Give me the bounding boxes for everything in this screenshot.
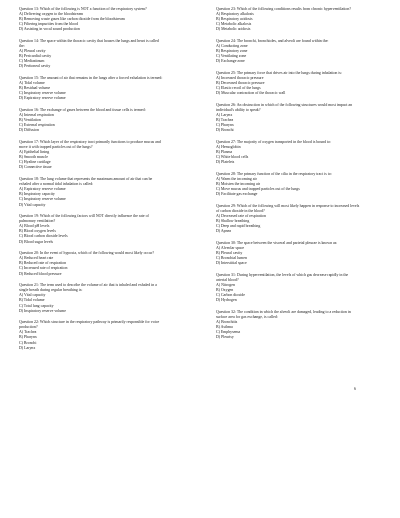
answer-option: C) Move mucus and trapped particles out of the lungs [216, 187, 300, 192]
question-16 [19, 108, 163, 133]
answer-option: D) Peritoneal cavity [19, 64, 51, 69]
answer-option: B) Asthma [216, 325, 233, 330]
answer-option: C) External respiration [19, 123, 55, 128]
question-stem: Question 25: The primary force that drives air into the lungs during inhalation is: [216, 70, 343, 75]
answer-option: C) Blood carbon dioxide levels [19, 234, 68, 239]
answer-option: C) Total lung capacity [19, 303, 54, 308]
question-stem: Question 32: The condition in which the alveoli are damaged, leading to a reduction in surface area for gas exchange, is called: [216, 310, 351, 320]
question-stem: Question 16: The exchange of gases between the blood and tissue cells is termed: [19, 108, 146, 112]
question-stem: Question 20: In the event of hypoxia, which of the following would most likely occur? [19, 251, 154, 256]
question-stem: Question 30: The space between the visceral and parietal pleurae is known as: [216, 240, 338, 245]
question-32 [216, 310, 360, 341]
question-stem: Question 27: The majority of oxygen transported in the blood is bound to: [216, 139, 332, 144]
answer-option: B) Blood oxygen levels [19, 229, 56, 234]
answer-option: A) Tidal volume [19, 81, 45, 86]
right-column [216, 7, 360, 347]
answer-option: D) Blood sugar levels [19, 239, 54, 244]
answer-option: D) Muscular contraction of the thoracic wall [216, 91, 286, 96]
answer-option: D) Pleurisy [216, 335, 234, 340]
question-stem: Question 23: Which of the following conditions results from chronic hyperventilation? [216, 7, 351, 11]
question-stem: Question 19: Which of the following factors will NOT directly influence the rate of pulmonary ventilation? [19, 214, 149, 224]
answer-option: C) Ventilating zone [216, 54, 247, 59]
question-stem: Question 26: An obstruction in which of the following structures would most impact an individual's ability to speak? [216, 102, 353, 112]
answer-option: B) Moisten the incoming air [216, 182, 261, 187]
answer-option: C) Filtering impurities from the blood [19, 22, 79, 27]
answer-option: B) Pericardial cavity [19, 54, 52, 59]
question-13 [19, 7, 163, 32]
answer-option: D) Connective tissue [19, 165, 52, 170]
question-stem: Question 17: Which layer of the respiratory tract primarily functions to produce mucus and move it with trapped particles out of the lungs? [19, 139, 161, 150]
question-stem: Question 15: The amount of air that remains in the lungs after a forced exhalation is termed: [19, 76, 163, 81]
answer-option: D) Larynx [19, 345, 36, 350]
answer-option: A) Trachea [19, 330, 37, 335]
answer-option: A) Decreased rate of respiration [216, 214, 266, 219]
question-27 [216, 140, 360, 165]
answer-option: A) Alveolar space [216, 246, 245, 251]
answer-option: A) Nitrogen [216, 283, 235, 288]
answer-option: B) Smooth muscle [19, 155, 48, 160]
left-column [19, 7, 163, 357]
answer-option: B) Ventilation [19, 118, 41, 123]
question-26 [216, 103, 360, 134]
answer-option: B) Removing waste gases like carbon dioxide from the bloodstream [19, 17, 125, 22]
answer-option: D) Platelets [216, 160, 235, 165]
answer-option: A) Delivering oxygen to the bloodstream [19, 12, 84, 17]
question-28 [216, 172, 360, 197]
question-14 [19, 39, 163, 70]
answer-option: B) Pleural cavity [216, 251, 243, 256]
answer-option: C) Inspiratory reserve volume [19, 91, 66, 96]
answer-option: B) Plasma [216, 150, 233, 155]
answer-option: A) Internal respiration [19, 113, 54, 118]
page-number: 6 [354, 386, 356, 391]
answer-option: C) Metabolic alkalosis [216, 22, 252, 27]
answer-option: A) Increased thoracic pressure [216, 76, 264, 81]
question-15 [19, 76, 163, 101]
question-21 [19, 283, 163, 314]
question-stem: Question 31: During hyperventilation, the levels of which gas decrease rapidly in the arterial blood? [216, 272, 349, 283]
question-23 [216, 7, 360, 32]
answer-option: D) Expiratory reserve volume [19, 96, 66, 101]
answer-option: C) Bronchial lumen [216, 256, 247, 261]
answer-option: C) Bronchi [19, 340, 37, 345]
question-20 [19, 251, 163, 276]
question-31 [216, 273, 360, 304]
answer-option: A) Reduced heart rate [19, 256, 54, 261]
answer-option: C) Inspiratory reserve volume [19, 197, 66, 202]
answer-option: A) Warm the incoming air [216, 177, 257, 182]
question-19 [19, 214, 163, 245]
question-30 [216, 241, 360, 266]
question-17 [19, 140, 163, 171]
answer-option: A) Blood pH levels [19, 224, 50, 229]
answer-option: C) Increased rate of respiration [19, 266, 68, 271]
question-24 [216, 39, 360, 64]
answer-option: C) Elastic recoil of the lungs [216, 86, 261, 91]
answer-option: A) Pleural cavity [19, 49, 46, 54]
answer-option: D) Inspiratory reserve volume [19, 308, 66, 313]
question-25 [216, 71, 360, 96]
answer-option: B) Reduced rate of respiration [19, 261, 67, 266]
answer-option: C) Hyaline cartilage [19, 160, 51, 165]
answer-option: B) Shallow breathing [216, 219, 250, 224]
answer-option: B) Respiratory zone [216, 49, 248, 54]
answer-option: D) Facilitate gas exchange [216, 192, 258, 197]
answer-option: B) Residual volume [19, 86, 51, 91]
answer-option: B) Trachea [216, 118, 234, 123]
answer-option: B) Respiratory acidosis [216, 17, 253, 22]
answer-option: D) Exchange zone [216, 59, 245, 64]
answer-option: A) Epithelial lining [19, 150, 50, 155]
answer-option: A) Conducting zone [216, 44, 248, 49]
answer-option: B) Oxygen [216, 288, 234, 293]
question-stem: Question 28: The primary function of the cilia in the respiratory tract is to: [216, 171, 332, 176]
answer-option: C) Carbon dioxide [216, 293, 245, 298]
answer-option: B) Decreased thoracic pressure [216, 81, 265, 86]
question-18 [19, 177, 163, 208]
answer-option: A) Vital capacity [19, 293, 46, 298]
answer-option: D) Bronchi [216, 128, 234, 133]
answer-option: D) Diffusion [19, 128, 39, 133]
answer-option: A) Bronchitis [216, 320, 238, 325]
answer-option: C) Mediastinum [19, 59, 45, 64]
answer-option: D) Interstitial space [216, 261, 247, 266]
answer-option: D) Assisting in vocal sound production [19, 27, 80, 32]
question-29 [216, 204, 360, 235]
answer-option: A) Respiratory alkalosis [216, 12, 254, 17]
question-22 [19, 320, 163, 351]
question-stem: Question 24: The bronchi, bronchioles, and alveoli are found within the: [216, 38, 329, 43]
answer-option: A) Expiratory reserve volume [19, 187, 66, 192]
answer-option: C) Pharynx [216, 123, 234, 128]
question-stem: Question 14: The space within the thoracic cavity that houses the lungs and heart is called the: [19, 38, 159, 49]
answer-option: C) Deep and rapid breathing [216, 224, 261, 229]
answer-option: D) Metabolic acidosis [216, 27, 251, 32]
answer-option: D) Reduced blood pressure [19, 271, 62, 276]
answer-option: A) Hemoglobin [216, 145, 241, 150]
answer-option: B) Inspiratory capacity [19, 192, 55, 197]
answer-option: C) White blood cells [216, 155, 249, 160]
question-stem: Question 18: The lung volume that represents the maximum amount of air that can be exhaled after a normal tidal inhalation is called: [19, 177, 153, 187]
question-stem: Question 22: Which structure in the respiratory pathway is primarily responsible for voice production? [19, 320, 160, 330]
question-stem: Question 21: The term used to describe the volume of air that is inhaled and exhaled in a single breath during regular breathing is: [19, 283, 157, 293]
answer-option: B) Pharynx [19, 335, 37, 340]
question-stem: Question 13: Which of the following is NOT a function of the respiratory system? [19, 7, 147, 11]
answer-option: B) Tidal volume [19, 298, 45, 303]
answer-option: D) Hydrogen [216, 298, 237, 303]
answer-option: D) Vital capacity [19, 202, 46, 207]
answer-option: C) Emphysema [216, 330, 241, 335]
answer-option: D) Apnea [216, 229, 232, 234]
question-stem: Question 29: Which of the following will most likely happen in response to increased levels of carbon dioxide in the blood? [216, 203, 360, 213]
answer-option: A) Larynx [216, 113, 233, 118]
